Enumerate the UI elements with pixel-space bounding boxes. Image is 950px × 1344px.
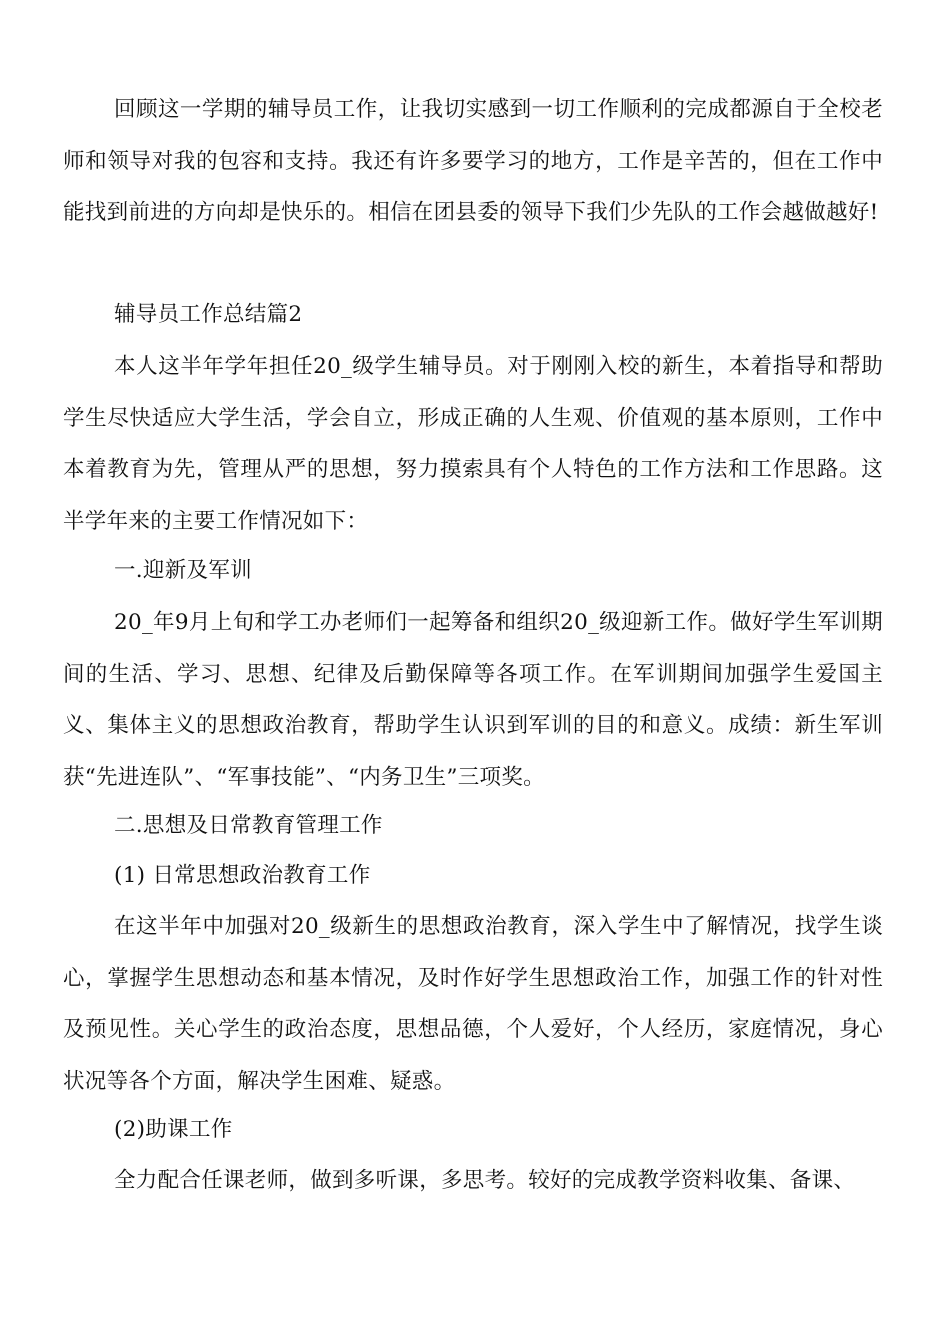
paragraph-orientation-training: 20_年9月上旬和学工办老师们一起筹备和组织20_级迎新工作。做好学生军训期间的生活、学习、思想、纪律及后勤保障等各项工作。在军训期间加强学生爱国主义、集体主义的思想政治教育，帮助学生认识到军训的目的和意义。成绩：新生军训获“先进连队”、“军事技能”、“内务卫生”三项奖。 xyxy=(63,610,883,790)
paragraph-political-education: 在这半年中加强对20_级新生的思想政治教育，深入学生中了解情况，找学生谈心，掌握学生思想动态和基本情况，及时作好学生思想政治工作，加强工作的针对性及预见性。关心学生的政治态度，思想品德，个人爱好，个人经历，家庭情况，身心状况等各个方面，解决学生困难、疑惑。 xyxy=(63,914,883,1094)
subheading-teaching-assistance: (2)助课工作 xyxy=(114,1117,233,1142)
subheading-political-education: (1) 日常思想政治教育工作 xyxy=(114,863,371,888)
heading-orientation-training: 一.迎新及军训 xyxy=(114,558,252,583)
paragraph-review: 回顾这一学期的辅导员工作，让我切实感到一切工作顺利的完成都源自于全校老师和领导对我的包容和支持。我还有许多要学习的地方，工作是辛苦的，但在工作中能找到前进的方向却是快乐的。相信在团县委的领导下我们少先队的工作会越做越好! xyxy=(63,97,883,225)
section-heading-part2: 辅导员工作总结篇2 xyxy=(114,302,303,327)
paragraph-intro: 本人这半年学年担任20_级学生辅导员。对于刚刚入校的新生，本着指导和帮助学生尽快适应大学生活，学会自立，形成正确的人生观、价值观的基本原则，工作中本着教育为先，管理从严的思想，努力摸索具有个人特色的工作方法和工作思路。这半学年来的主要工作情况如下： xyxy=(63,354,883,534)
paragraph-teaching-assistance: 全力配合任课老师，做到多听课，多思考。较好的完成教学资料收集、备课、 xyxy=(114,1168,856,1193)
heading-daily-management: 二.思想及日常教育管理工作 xyxy=(114,813,383,838)
